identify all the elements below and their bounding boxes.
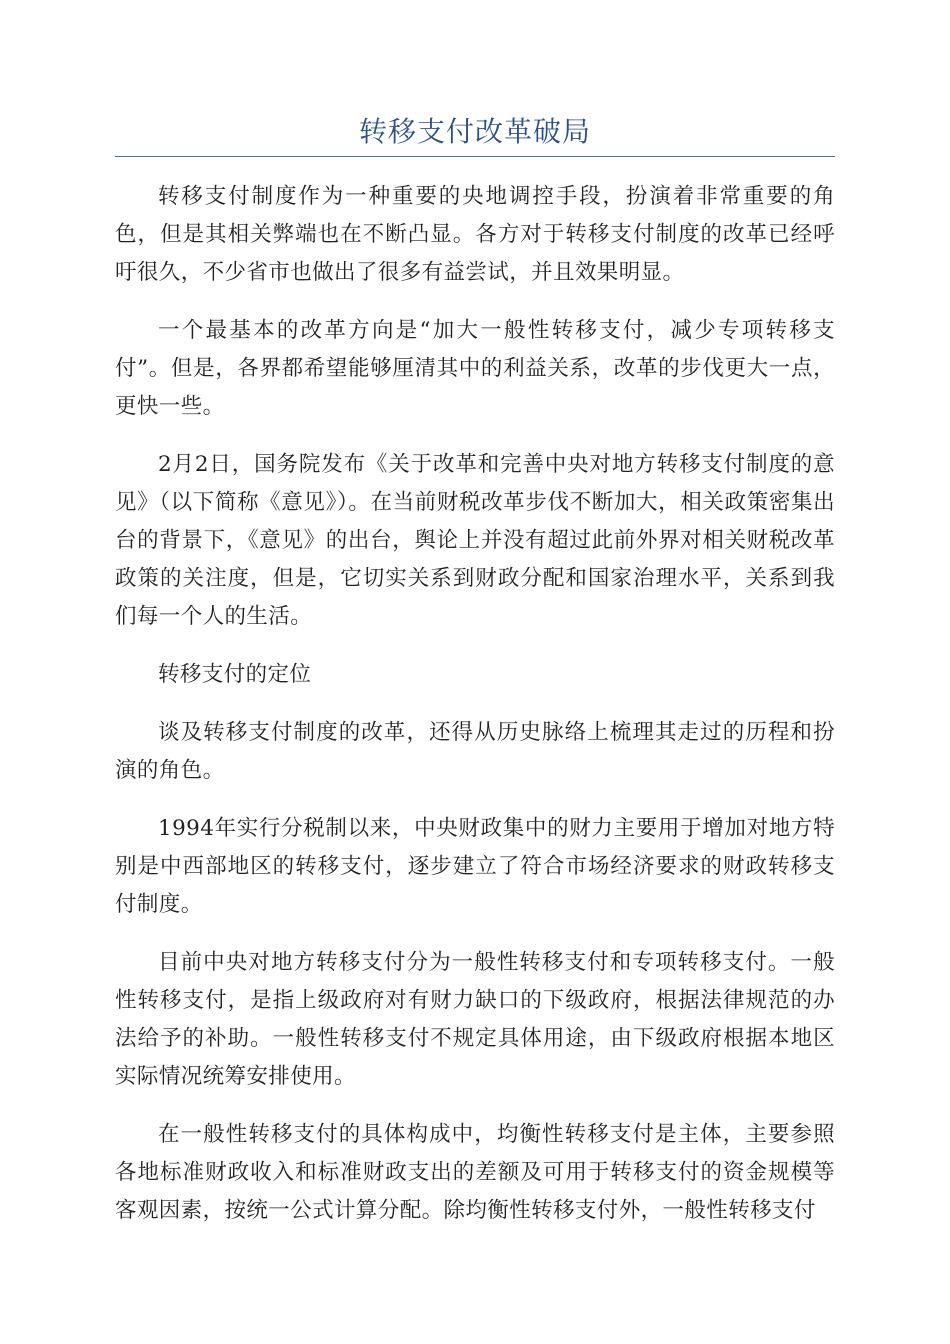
paragraph: 1994年实行分税制以来，中央财政集中的财力主要用于增加对地方特别是中西部地区的转移支付，逐步建立了符合市场经济要求的财政转移支付制度。	[115, 816, 835, 917]
paragraph: 2月2日，国务院发布《关于改革和完善中央对地方转移支付制度的意见》（以下简称《意见》）。在当前财税改革步伐不断加大，相关政策密集出台的背景下，《意见》的出台，舆论上并没有超过此前外界对相关财税改革政策的关注度，但是，它切实关系到财政分配和国家治理水平，关系到我们每一个人的生活。	[115, 452, 835, 629]
section-heading: 转移支付的定位	[158, 662, 312, 687]
document-body	[115, 178, 835, 1250]
paragraph: 在一般性转移支付的具体构成中，均衡性转移支付是主体，主要参照各地标准财政收入和标准财政支出的差额及可用于转移支付的资金规模等客观因素，按统一公式计算分配。除均衡性转移支付外，一般性转移支付	[115, 1122, 835, 1223]
title-block	[115, 110, 835, 157]
paragraph: 转移支付制度作为一种重要的央地调控手段，扮演着非常重要的角色，但是其相关弊端也在不断凸显。各方对于转移支付制度的改革已经呼吁很久，不少省市也做出了很多有益尝试，并且效果明显。	[115, 184, 835, 285]
paragraph: 谈及转移支付制度的改革，还得从历史脉络上梳理其走过的历程和扮演的角色。	[115, 720, 835, 783]
paragraph: 目前中央对地方转移支付分为一般性转移支付和专项转移支付。一般性转移支付，是指上级政府对有财力缺口的下级政府，根据法律规范的办法给予的补助。一般性转移支付不规定具体用途，由下级政府根据本地区实际情况统筹安排使用。	[115, 950, 835, 1089]
document-title: 转移支付改革破局	[358, 115, 591, 148]
paragraph: 一个最基本的改革方向是“加大一般性转移支付，减少专项转移支付”。但是，各界都希望能够厘清其中的利益关系，改革的步伐更大一点，更快一些。	[115, 318, 835, 419]
